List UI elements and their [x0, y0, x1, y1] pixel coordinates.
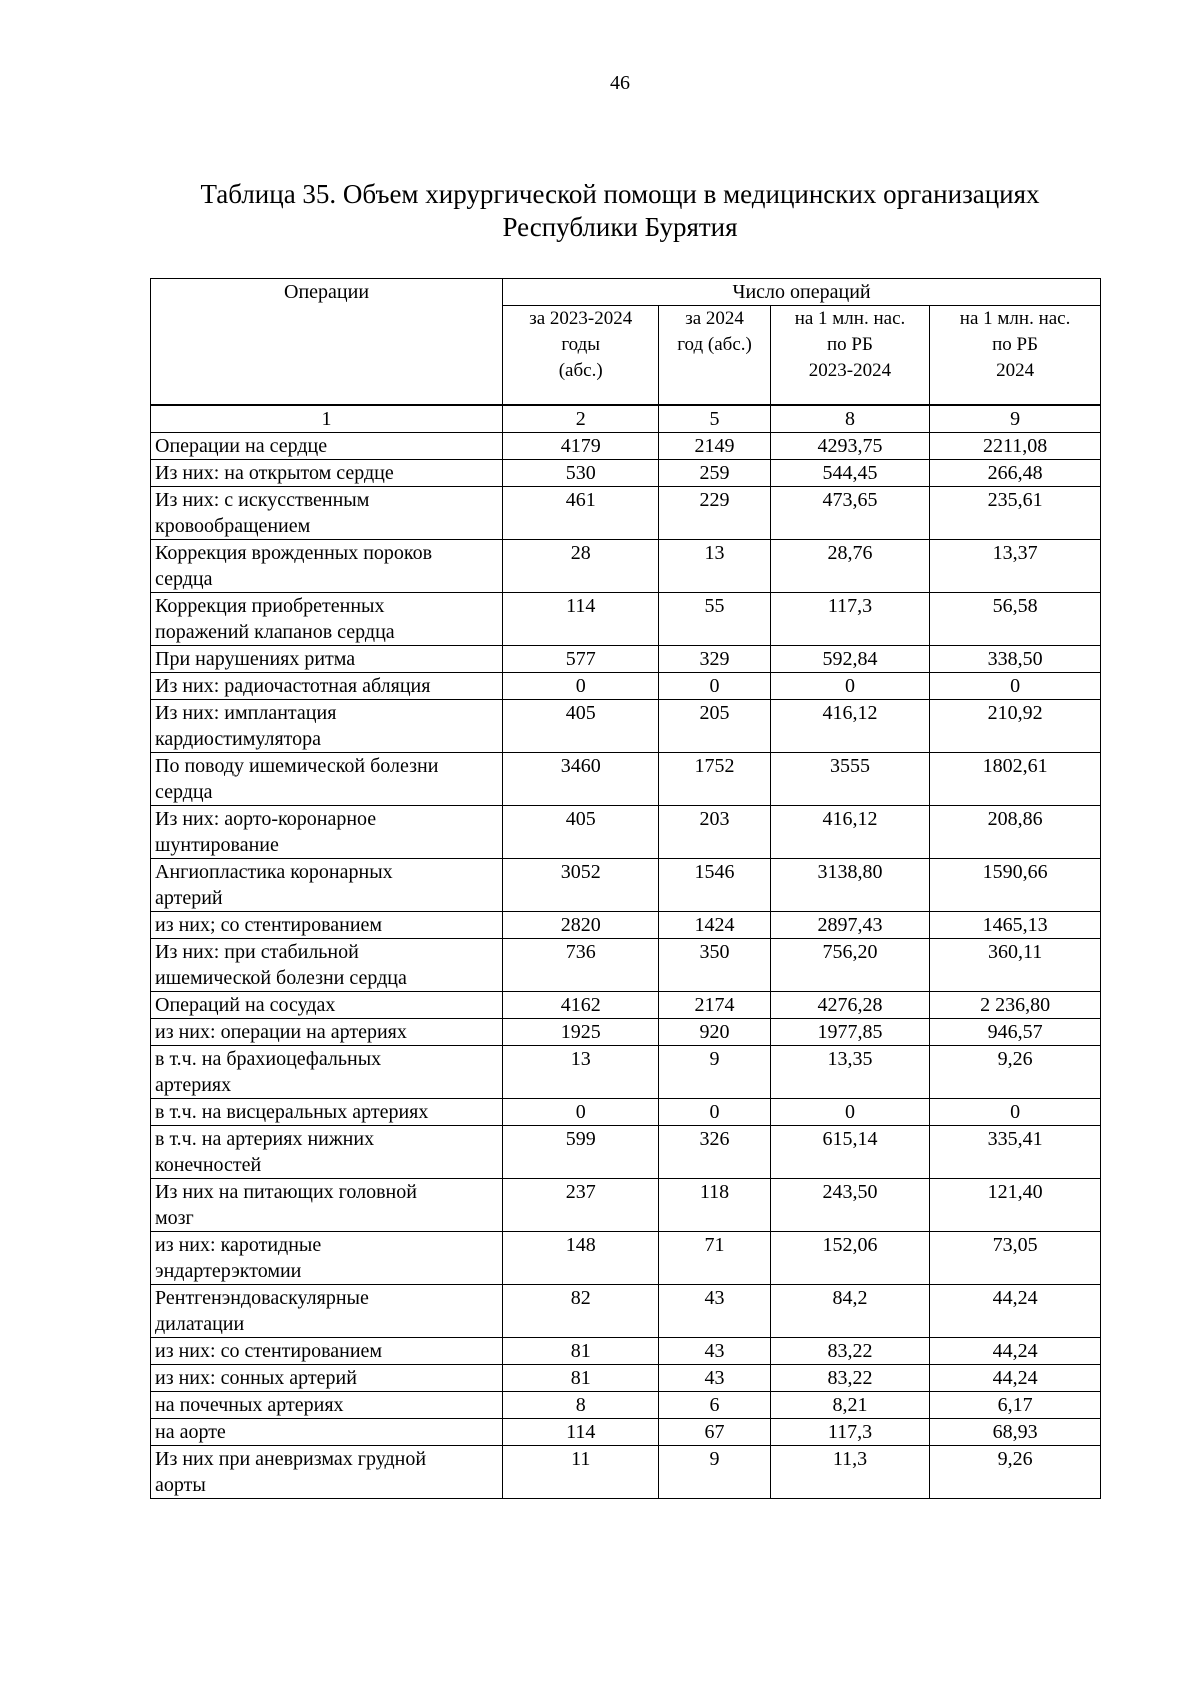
operation-name-line: в т.ч. на артериях нижних [155, 1128, 375, 1150]
table-row [151, 1046, 1101, 1099]
value-2024-abs: 0 [659, 673, 770, 700]
value-2024-abs: 229 [659, 487, 770, 540]
value-per-million-2023-2024: 0 [770, 1099, 929, 1126]
operation-name-line: сердца [155, 781, 213, 803]
value-per-million-2024: 9,26 [930, 1046, 1101, 1099]
operation-name-line: Из них: аорто-коронарное [155, 808, 377, 830]
table-title [148, 178, 1092, 244]
operation-name-line: Из них: имплантация [155, 702, 337, 724]
operation-name-line: Коррекция приобретенных [155, 595, 385, 617]
table-row [151, 646, 1101, 673]
value-per-million-2024: 2 236,80 [930, 992, 1101, 1019]
value-per-million-2024: 44,24 [930, 1365, 1101, 1392]
header-col-9: на 1 млн. нас. по РБ 2024 [930, 306, 1101, 406]
operation-name [151, 939, 503, 992]
operation-name-line: кровообращением [155, 515, 311, 537]
table-row [151, 487, 1101, 540]
table-row [151, 912, 1101, 939]
operation-name-line: Из них на питающих головной [155, 1181, 417, 1203]
table-row [151, 1338, 1101, 1365]
table-row [151, 540, 1101, 593]
value-2023-2024-abs: 599 [503, 1126, 659, 1179]
value-2023-2024-abs: 2820 [503, 912, 659, 939]
operation-name-line: Ангиопластика коронарных [155, 861, 393, 883]
value-2024-abs: 9 [659, 1446, 770, 1499]
value-per-million-2024: 0 [930, 673, 1101, 700]
value-per-million-2023-2024: 1977,85 [770, 1019, 929, 1046]
table-row [151, 992, 1101, 1019]
value-2023-2024-abs: 82 [503, 1285, 659, 1338]
header-col-2: за 2023-2024 годы (абс.) [503, 306, 659, 406]
value-per-million-2023-2024: 84,2 [770, 1285, 929, 1338]
operation-name [151, 1126, 503, 1179]
value-2023-2024-abs: 114 [503, 1419, 659, 1446]
value-2024-abs: 13 [659, 540, 770, 593]
operation-name [151, 673, 503, 700]
value-per-million-2023-2024: 615,14 [770, 1126, 929, 1179]
operation-name-line: артериях [155, 1074, 232, 1096]
operation-name-line: дилатации [155, 1313, 245, 1335]
operation-name [151, 912, 503, 939]
operation-name-line: сердца [155, 568, 213, 590]
operation-name-line: на аорте [155, 1421, 226, 1443]
table-row [151, 1179, 1101, 1232]
header-operations: Операции [151, 279, 503, 406]
value-per-million-2023-2024: 4276,28 [770, 992, 929, 1019]
operation-name-line: в т.ч. на брахиоцефальных [155, 1048, 382, 1070]
table-row [151, 1365, 1101, 1392]
operation-name-line: из них: сонных артерий [155, 1367, 357, 1389]
value-per-million-2024: 0 [930, 1099, 1101, 1126]
value-2024-abs: 920 [659, 1019, 770, 1046]
value-2023-2024-abs: 0 [503, 673, 659, 700]
value-2024-abs: 350 [659, 939, 770, 992]
value-per-million-2024: 360,11 [930, 939, 1101, 992]
operation-name [151, 1285, 503, 1338]
table-row [151, 1446, 1101, 1499]
value-per-million-2023-2024: 473,65 [770, 487, 929, 540]
value-per-million-2024: 44,24 [930, 1338, 1101, 1365]
value-per-million-2024: 56,58 [930, 593, 1101, 646]
operation-name-line: Из них при аневризмах грудной [155, 1448, 427, 1470]
value-2024-abs: 0 [659, 1099, 770, 1126]
table-row [151, 1419, 1101, 1446]
surgery-volume-table [150, 278, 1101, 1499]
table-row [151, 593, 1101, 646]
operation-name-line: Из них: радиочастотная абляция [155, 675, 431, 697]
table-row [151, 806, 1101, 859]
table-row [151, 1392, 1101, 1419]
value-per-million-2024: 13,37 [930, 540, 1101, 593]
operation-name [151, 1392, 503, 1419]
value-2023-2024-abs: 405 [503, 700, 659, 753]
operation-name-line: Из них: при стабильной [155, 941, 359, 963]
table-row [151, 753, 1101, 806]
operation-name-line: По поводу ишемической болезни [155, 755, 439, 777]
table-row [151, 460, 1101, 487]
header-col-5: за 2024 год (абс.) [659, 306, 770, 406]
value-per-million-2024: 121,40 [930, 1179, 1101, 1232]
table-row [151, 673, 1101, 700]
value-2023-2024-abs: 11 [503, 1446, 659, 1499]
value-2023-2024-abs: 461 [503, 487, 659, 540]
value-2024-abs: 67 [659, 1419, 770, 1446]
value-2023-2024-abs: 4162 [503, 992, 659, 1019]
operation-name [151, 1419, 503, 1446]
value-per-million-2023-2024: 28,76 [770, 540, 929, 593]
column-number-row [151, 405, 1101, 433]
value-2024-abs: 43 [659, 1365, 770, 1392]
value-per-million-2024: 1802,61 [930, 753, 1101, 806]
operation-name [151, 700, 503, 753]
value-2024-abs: 55 [659, 593, 770, 646]
operation-name-line: конечностей [155, 1154, 262, 1176]
value-2023-2024-abs: 577 [503, 646, 659, 673]
operation-name-line: Операций на сосудах [155, 994, 336, 1016]
operation-name [151, 1232, 503, 1285]
value-2023-2024-abs: 3052 [503, 859, 659, 912]
column-number: 2 [503, 405, 659, 433]
value-per-million-2023-2024: 2897,43 [770, 912, 929, 939]
operation-name-line: шунтирование [155, 834, 279, 856]
value-per-million-2023-2024: 83,22 [770, 1338, 929, 1365]
table-row [151, 1285, 1101, 1338]
value-2024-abs: 43 [659, 1338, 770, 1365]
value-per-million-2023-2024: 416,12 [770, 700, 929, 753]
table-row [151, 433, 1101, 460]
value-2024-abs: 9 [659, 1046, 770, 1099]
value-per-million-2024: 1465,13 [930, 912, 1101, 939]
value-2023-2024-abs: 530 [503, 460, 659, 487]
operation-name-line: артерий [155, 887, 223, 909]
operation-name-line: Из них: с искусственным [155, 489, 370, 511]
operation-name [151, 1179, 503, 1232]
operation-name-line: в т.ч. на висцеральных артериях [155, 1101, 429, 1123]
value-2024-abs: 326 [659, 1126, 770, 1179]
value-per-million-2023-2024: 13,35 [770, 1046, 929, 1099]
value-per-million-2024: 9,26 [930, 1446, 1101, 1499]
value-per-million-2023-2024: 243,50 [770, 1179, 929, 1232]
value-per-million-2023-2024: 592,84 [770, 646, 929, 673]
value-per-million-2023-2024: 0 [770, 673, 929, 700]
header-count-group: Число операций [503, 279, 1101, 306]
column-number: 8 [770, 405, 929, 433]
operation-name [151, 1019, 503, 1046]
value-2024-abs: 2149 [659, 433, 770, 460]
operation-name [151, 992, 503, 1019]
value-per-million-2023-2024: 83,22 [770, 1365, 929, 1392]
header-col-8: на 1 млн. нас. по РБ 2023-2024 [770, 306, 929, 406]
value-per-million-2023-2024: 756,20 [770, 939, 929, 992]
table-row [151, 939, 1101, 992]
operation-name-line: Операции на сердце [155, 435, 328, 457]
value-2024-abs: 329 [659, 646, 770, 673]
operation-name-line: из них: со стентированием [155, 1340, 383, 1362]
operation-name-line: эндартерэктомии [155, 1260, 302, 1282]
operation-name [151, 1446, 503, 1499]
table-title-line-1: Таблица 35. Объем хирургической помощи в медицинских организациях [200, 179, 1040, 209]
operation-name [151, 1099, 503, 1126]
table-title-line-2: Республики Бурятия [502, 212, 738, 242]
value-per-million-2024: 335,41 [930, 1126, 1101, 1179]
value-2023-2024-abs: 28 [503, 540, 659, 593]
value-per-million-2023-2024: 11,3 [770, 1446, 929, 1499]
value-2023-2024-abs: 4179 [503, 433, 659, 460]
operation-name [151, 460, 503, 487]
value-2023-2024-abs: 736 [503, 939, 659, 992]
operation-name-line: Из них: на открытом сердце [155, 462, 394, 484]
value-2023-2024-abs: 81 [503, 1338, 659, 1365]
value-per-million-2024: 68,93 [930, 1419, 1101, 1446]
value-per-million-2024: 338,50 [930, 646, 1101, 673]
table-row [151, 700, 1101, 753]
column-number: 1 [151, 405, 503, 433]
column-number: 9 [930, 405, 1101, 433]
value-per-million-2023-2024: 544,45 [770, 460, 929, 487]
value-2024-abs: 6 [659, 1392, 770, 1419]
value-2024-abs: 71 [659, 1232, 770, 1285]
operation-name-line: ишемической болезни сердца [155, 967, 407, 989]
operation-name [151, 1046, 503, 1099]
value-per-million-2024: 266,48 [930, 460, 1101, 487]
value-2023-2024-abs: 13 [503, 1046, 659, 1099]
value-per-million-2024: 6,17 [930, 1392, 1101, 1419]
operation-name-line: из них; со стентированием [155, 914, 383, 936]
value-per-million-2024: 210,92 [930, 700, 1101, 753]
value-2024-abs: 118 [659, 1179, 770, 1232]
value-per-million-2023-2024: 3555 [770, 753, 929, 806]
table-row [151, 1232, 1101, 1285]
value-per-million-2023-2024: 4293,75 [770, 433, 929, 460]
value-2024-abs: 1424 [659, 912, 770, 939]
operation-name [151, 646, 503, 673]
value-per-million-2023-2024: 416,12 [770, 806, 929, 859]
operation-name-line: поражений клапанов сердца [155, 621, 395, 643]
operation-name [151, 1365, 503, 1392]
value-2023-2024-abs: 148 [503, 1232, 659, 1285]
operation-name [151, 859, 503, 912]
operation-name-line: из них: операции на артериях [155, 1021, 407, 1043]
value-2024-abs: 203 [659, 806, 770, 859]
operation-name [151, 540, 503, 593]
operation-name [151, 593, 503, 646]
column-number: 5 [659, 405, 770, 433]
value-per-million-2023-2024: 152,06 [770, 1232, 929, 1285]
table-row [151, 859, 1101, 912]
operation-name-line: на почечных артериях [155, 1394, 344, 1416]
value-2024-abs: 1752 [659, 753, 770, 806]
value-2023-2024-abs: 81 [503, 1365, 659, 1392]
operation-name-line: аорты [155, 1474, 206, 1496]
operation-name [151, 806, 503, 859]
value-2024-abs: 205 [659, 700, 770, 753]
value-2023-2024-abs: 237 [503, 1179, 659, 1232]
value-per-million-2023-2024: 117,3 [770, 593, 929, 646]
value-per-million-2024: 2211,08 [930, 433, 1101, 460]
operation-name [151, 753, 503, 806]
operation-name [151, 1338, 503, 1365]
value-2024-abs: 43 [659, 1285, 770, 1338]
operation-name-line: При нарушениях ритма [155, 648, 356, 670]
operation-name [151, 433, 503, 460]
operation-name-line: Рентгенэндоваскулярные [155, 1287, 369, 1309]
value-per-million-2024: 44,24 [930, 1285, 1101, 1338]
value-2023-2024-abs: 8 [503, 1392, 659, 1419]
value-2024-abs: 259 [659, 460, 770, 487]
value-2023-2024-abs: 114 [503, 593, 659, 646]
operation-name [151, 487, 503, 540]
operation-name-line: Коррекция врожденных пороков [155, 542, 433, 564]
value-per-million-2024: 946,57 [930, 1019, 1101, 1046]
table-row [151, 1019, 1101, 1046]
value-per-million-2024: 235,61 [930, 487, 1101, 540]
operation-name-line: мозг [155, 1207, 194, 1229]
operation-name-line: кардиостимулятора [155, 728, 322, 750]
value-2023-2024-abs: 405 [503, 806, 659, 859]
table-row [151, 1099, 1101, 1126]
value-per-million-2024: 208,86 [930, 806, 1101, 859]
operation-name-line: из них: каротидные [155, 1234, 322, 1256]
value-2023-2024-abs: 3460 [503, 753, 659, 806]
value-2024-abs: 1546 [659, 859, 770, 912]
value-per-million-2023-2024: 3138,80 [770, 859, 929, 912]
value-2023-2024-abs: 0 [503, 1099, 659, 1126]
value-per-million-2024: 73,05 [930, 1232, 1101, 1285]
value-2023-2024-abs: 1925 [503, 1019, 659, 1046]
value-per-million-2023-2024: 8,21 [770, 1392, 929, 1419]
value-2024-abs: 2174 [659, 992, 770, 1019]
table-row [151, 1126, 1101, 1179]
value-per-million-2024: 1590,66 [930, 859, 1101, 912]
page-number: 46 [610, 72, 630, 94]
value-per-million-2023-2024: 117,3 [770, 1419, 929, 1446]
